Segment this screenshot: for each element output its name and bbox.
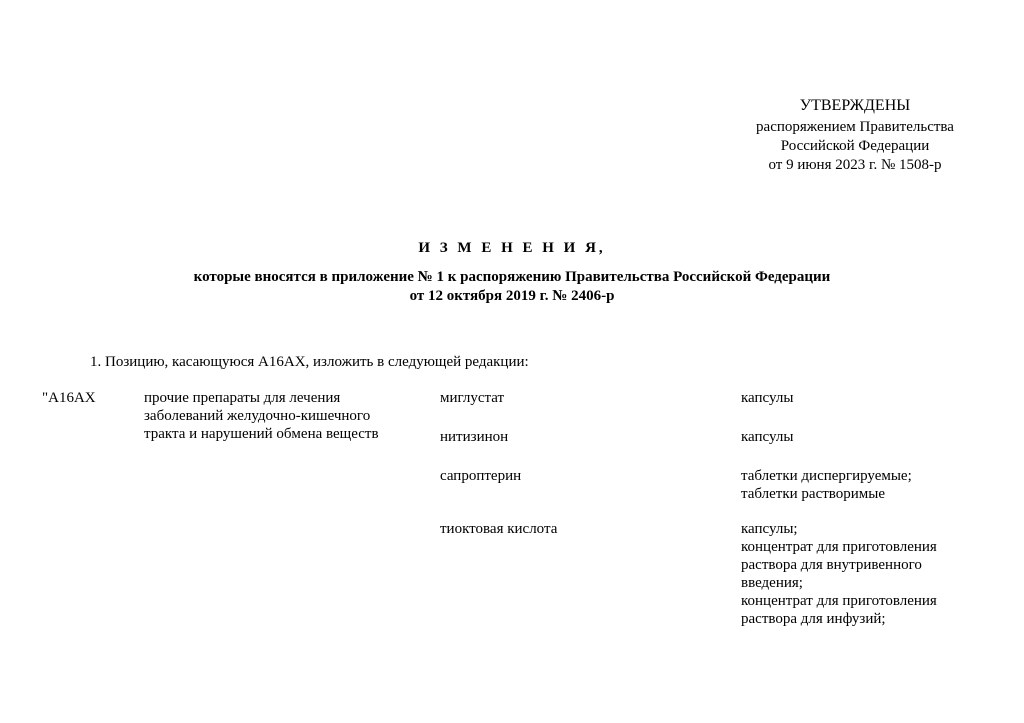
dosage-forms bbox=[741, 389, 793, 407]
dosage-form: концентрат для приготовления bbox=[741, 539, 937, 555]
approval-title: УТВЕРЖДЕНЫ bbox=[799, 97, 911, 114]
atc-group-line: тракта и нарушений обмена веществ bbox=[144, 426, 379, 442]
approval-line-2: Российской Федерации bbox=[780, 138, 930, 154]
atc-code: "A16AX bbox=[42, 390, 96, 406]
atc-group bbox=[144, 389, 379, 443]
document-heading bbox=[0, 239, 1024, 306]
approval-line-3: от 9 июня 2023 г. № 1508-р bbox=[768, 157, 942, 173]
dosage-form: раствора для внутривенного bbox=[741, 557, 922, 573]
dosage-forms bbox=[741, 520, 937, 628]
drug-name: нитизинон bbox=[440, 429, 509, 445]
atc-group-line: заболеваний желудочно-кишечного bbox=[144, 408, 371, 424]
approval-block bbox=[700, 96, 1010, 175]
approval-line-1: распоряжением Правительства bbox=[756, 119, 954, 135]
drug-name: тиоктовая кислота bbox=[440, 521, 558, 537]
heading-title: И З М Е Н Е Н И Я, bbox=[418, 240, 606, 256]
dosage-form: капсулы bbox=[741, 390, 794, 406]
dosage-form: концентрат для приготовления bbox=[741, 593, 937, 609]
heading-line-1: которые вносятся в приложение № 1 к распоряжению Правительства Российской Федерации bbox=[193, 269, 831, 285]
drug-name: миглустат bbox=[440, 390, 505, 406]
dosage-forms bbox=[741, 428, 793, 446]
dosage-form: введения; bbox=[741, 575, 803, 591]
dosage-form: таблетки растворимые bbox=[741, 486, 886, 502]
drug-name: сапроптерин bbox=[440, 468, 522, 484]
dosage-forms bbox=[741, 467, 912, 503]
dosage-form: таблетки диспергируемые; bbox=[741, 468, 912, 484]
item-1-text: 1. Позицию, касающуюся A16AX, изложить в следующей редакции: bbox=[90, 354, 529, 370]
dosage-form: капсулы; bbox=[741, 521, 798, 537]
atc-group-line: прочие препараты для лечения bbox=[144, 390, 341, 406]
heading-line-2: от 12 октября 2019 г. № 2406-р bbox=[409, 288, 615, 304]
dosage-form: раствора для инфузий; bbox=[741, 611, 886, 627]
dosage-form: капсулы bbox=[741, 429, 794, 445]
